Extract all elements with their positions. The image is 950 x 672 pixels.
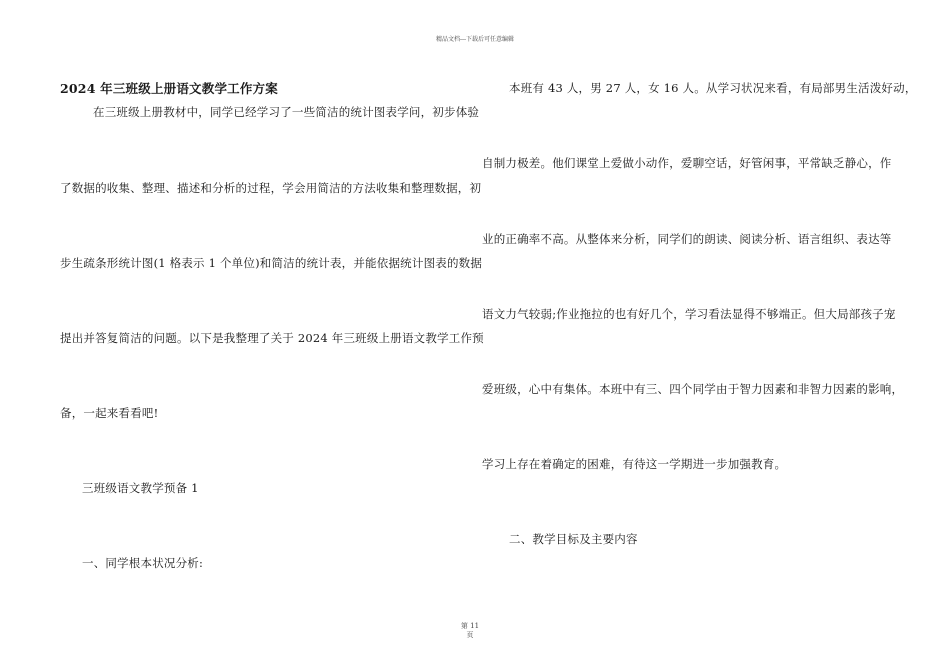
paragraph-line: 本班有 43 人，男 27 人，女 16 人。从学习状况来看，有局部男生活泼好动，	[509, 81, 917, 95]
page-header: 精品文档---下载后可任意编辑	[435, 36, 515, 43]
paragraph-line: 自制力极差。他们课堂上爱做小动作，爱聊空话，好管闲事，平常缺乏静心，作	[482, 156, 892, 170]
section-heading: 二、教学目标及主要内容	[509, 532, 638, 546]
document-title: 2024 年三班级上册语文教学工作方案	[60, 81, 278, 96]
paragraph-line: 备，一起来看看吧!	[60, 406, 159, 420]
paragraph-line: 业的正确率不高。从整体来分析，同学们的朗读、阅读分析、语言组织、表达等	[482, 232, 892, 246]
paragraph-line: 了数据的收集、整理、描述和分析的过程，学会用简洁的方法收集和整理数据，初	[60, 181, 482, 195]
page-number	[458, 622, 482, 640]
paragraph-line: 语文力气较弱;作业拖拉的也有好几个，学习看法显得不够端正。但大局部孩子宠	[482, 307, 896, 321]
page-number-label: 第 11	[460, 622, 480, 630]
paragraph-line: 学习上存在着确定的困难，有待这一学期进一步加强教育。	[482, 457, 787, 471]
paragraph-line: 爱班级，心中有集体。本班中有三、四个同学由于智力因素和非智力因素的影响，	[482, 382, 904, 396]
section-heading: 三班级语文教学预备 1	[82, 481, 199, 495]
section-heading: 一、同学根本状况分析:	[82, 556, 204, 570]
paragraph-line: 步生疏条形统计图(1 格表示 1 个单位)和简洁的统计表，并能依据统计图表的数据	[60, 256, 483, 270]
paragraph-line: 在三班级上册教材中，同学已经学习了一些简洁的统计图表学问，初步体验	[93, 105, 480, 119]
paragraph-line: 提出并答复简洁的问题。以下是我整理了关于 2024 年三班级上册语文教学工作预	[60, 331, 484, 345]
page-number-suffix: 页	[466, 631, 474, 639]
